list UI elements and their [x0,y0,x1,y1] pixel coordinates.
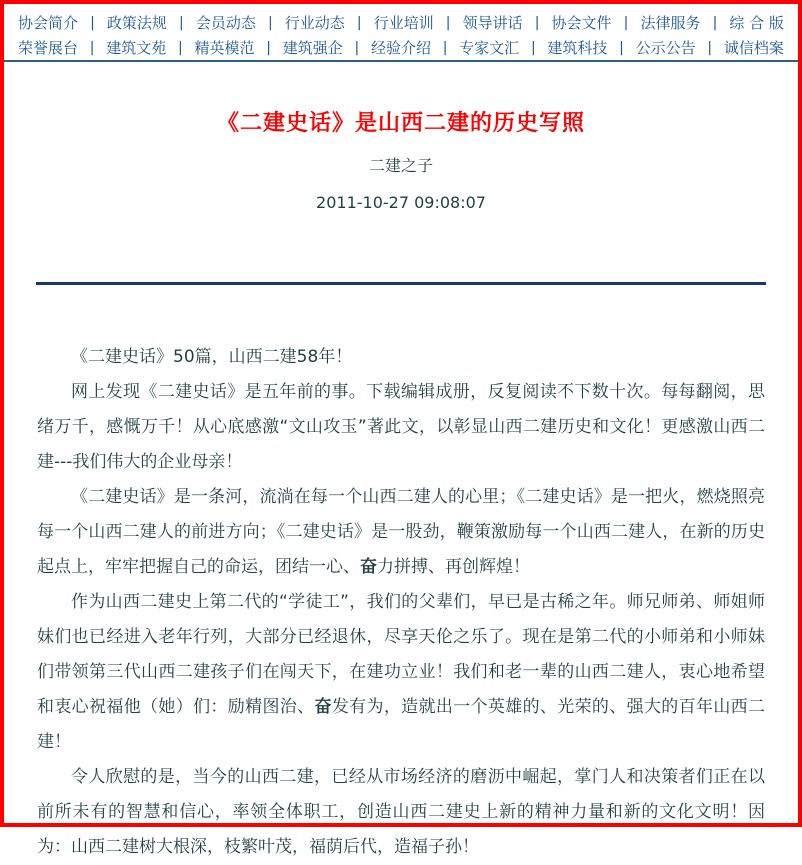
nav-link[interactable]: 协会简介 [18,14,79,32]
nav-separator: | [267,14,273,31]
paragraph-text-run: 力拼搏、再创辉煌！ [377,557,530,577]
nav-row-1 [18,10,784,35]
nav-link[interactable]: 荣誉展台 [18,39,79,57]
nav-row-2 [18,35,784,60]
nav-link[interactable]: 专家文汇 [459,39,520,57]
article-paragraph [37,585,765,760]
nav-link[interactable]: 建筑科技 [547,39,608,57]
paragraph-text-run: 令人欣慰的是，当今的山西二建，已经从市场经济的磨沥中崛起，掌门人和决策者们正在以前所未有的智慧和信心，率领全体职工，创造山西二建史上新的精神力量和新的文化文明！因为：山西二建树大根深，枝繁叶茂，福荫后代，造福子孙！ [37,767,765,857]
nav-separator: | [356,14,362,31]
nav-separator: | [89,39,95,56]
paragraph-text-run: 网上发现《二建史话》是五年前的事。下载编辑成册，反复阅读不下数十次。每每翻阅，思绪万千，感慨万千！从心底感激“文山攻玉”著此文，以彰显山西二建历史和文化！更感激山西二建---我们伟大的企业母亲！ [37,382,765,472]
nav-separator: | [534,14,540,31]
nav-separator: | [619,39,624,56]
nav-separator: | [179,14,184,31]
paragraph-text-run: 奋 [314,697,332,717]
nav-link[interactable]: 建筑强企 [282,39,343,57]
nav-link[interactable]: 行业培训 [373,14,434,32]
nav-separator: | [623,14,629,31]
nav-link[interactable]: 法律服务 [640,14,701,32]
article-body [4,340,798,865]
nav-link[interactable]: 经验介绍 [370,39,431,57]
nav-link[interactable]: 综 合 版 [729,14,784,32]
nav-link[interactable]: 会员动态 [195,14,256,32]
article-author: 二建之子 [368,156,433,175]
paragraph-text-run: 《二建史话》50篇，山西二建58年！ [71,347,353,367]
article-paragraph [37,480,765,585]
article [4,62,798,865]
nav-separator: | [530,39,536,56]
article-paragraph [37,340,765,375]
paragraph-text-run: 作为山西二建史上第二代的“学徒工”，我们的父辈们，早已是古稀之年。师兄师弟、师姐师妹们也已经进入老年行列，大部分已经退休，尽享天伦之乐了。现在是第二代的小师弟和小师妹们带领第三代山西二建孩子们在闯天下，在建功立业！我们和老一辈的山西二建人，衷心地希望和衷心祝福他（她）们：励精图治、 [37,592,765,717]
nav-link[interactable]: 公示公告 [635,39,696,57]
nav-separator: | [707,39,713,56]
nav-separator: | [266,39,271,56]
nav-separator: | [178,39,183,56]
nav-link[interactable]: 协会文件 [551,14,612,32]
paragraph-text-run: 发有为，造就出一个英雄的、光荣的、强大的百年山西二建！ [37,697,766,752]
nav-separator: | [445,14,451,31]
article-paragraph [37,760,765,865]
article-date: 2011-10-27 09:08:07 [316,193,486,212]
nav-separator: | [712,14,718,31]
top-navigation [4,4,798,60]
nav-separator: | [354,39,360,56]
nav-link[interactable]: 精英模范 [194,39,255,57]
article-title: 《二建史话》是山西二建的历史写照 [216,111,585,136]
article-paragraph [37,375,765,480]
content-divider [36,282,766,285]
nav-separator: | [442,39,448,56]
paragraph-text-run: 奋 [360,557,377,577]
nav-separator: | [90,14,95,31]
paragraph-text-run: 《二建史话》是一条河，流淌在每一个山西二建人的心里；《二建史话》是一把火，燃烧照亮每一个山西二建人的前进方向；《二建史话》是一股劲，鞭策激励每一个山西二建人，在新的历史起点上，牢牢把握自己的命运，团结一心、 [37,487,765,577]
nav-link[interactable]: 领导讲话 [462,14,523,32]
nav-link[interactable]: 行业动态 [284,14,345,32]
nav-link[interactable]: 诚信档案 [723,39,784,57]
nav-link[interactable]: 建筑文苑 [106,39,167,57]
nav-link[interactable]: 政策法规 [106,14,167,32]
